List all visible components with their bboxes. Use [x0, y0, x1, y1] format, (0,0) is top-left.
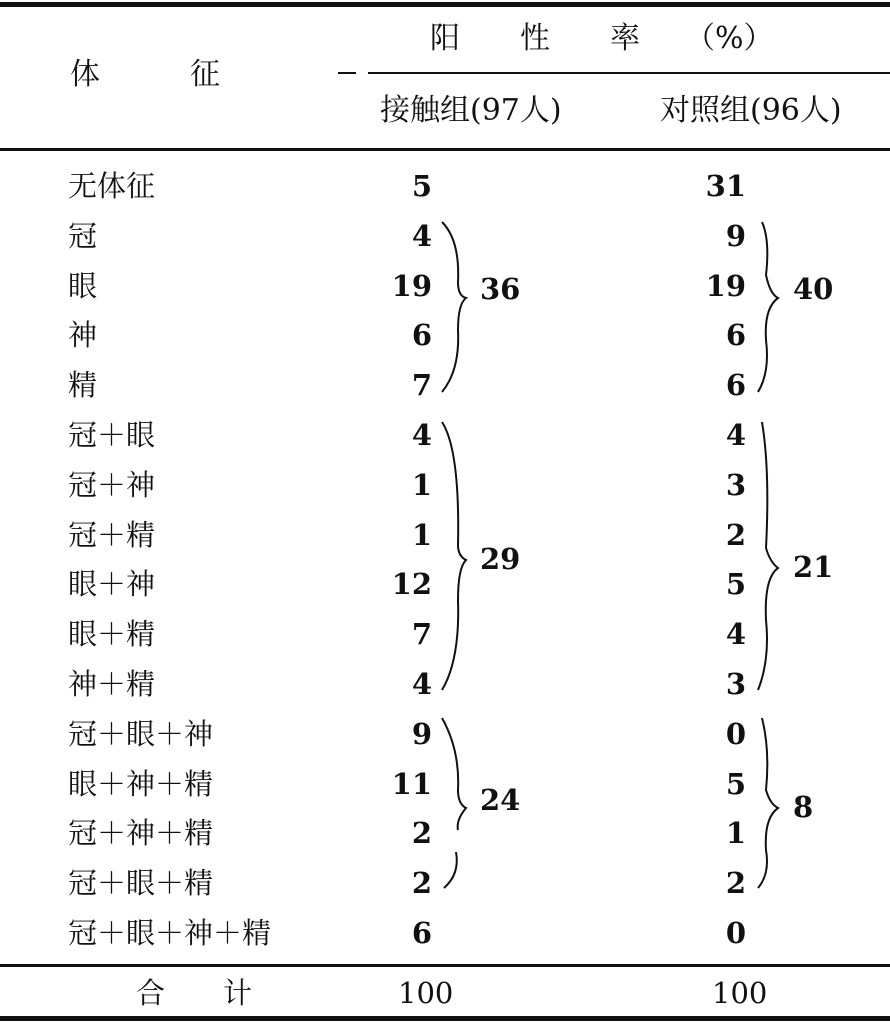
header-contact: 接触组(97人): [380, 93, 562, 128]
header-rate: 阳 性 率 （%）: [430, 21, 774, 56]
row-contact-value: 1: [411, 518, 432, 552]
subtotal-contact-double: 29: [480, 542, 521, 576]
total-label: 合 计: [136, 976, 253, 1010]
row-contact-value: 2: [411, 866, 432, 900]
subtotal-contact-triple: 24: [480, 783, 521, 817]
row-label: 冠＋眼＋神: [68, 717, 214, 751]
row-contact-value: 4: [411, 667, 432, 701]
row-contact-value: 9: [411, 717, 432, 751]
row-control-value: 0: [725, 916, 746, 950]
row-label: 冠＋神＋精: [68, 816, 214, 850]
row-label: 神＋精: [68, 667, 156, 701]
header-sign: 体 征: [70, 57, 220, 92]
row-contact-value: 6: [411, 916, 432, 950]
row-label: 冠＋眼＋神＋精: [68, 916, 272, 950]
brace-contact-single: [442, 222, 466, 392]
row-label: 冠: [68, 219, 98, 253]
row-label: 无体征: [68, 169, 156, 203]
row-contact-value: 1: [411, 468, 432, 502]
brace-contact-double: [442, 422, 466, 690]
row-label: 冠＋神: [68, 468, 156, 502]
subtotal-contact-single: 36: [480, 272, 521, 306]
total-contact: 100: [398, 976, 454, 1010]
subtotal-control-triple: 8: [793, 790, 814, 824]
row-contact-value: 11: [391, 767, 432, 801]
row-control-value: 6: [725, 368, 746, 402]
row-label: 眼＋精: [68, 617, 156, 651]
row-control-value: 19: [705, 269, 746, 303]
subtotal-control-double: 21: [793, 550, 834, 584]
row-control-value: 6: [725, 318, 746, 352]
row-contact-value: 2: [411, 816, 432, 850]
row-label: 冠＋眼＋精: [68, 866, 214, 900]
row-label: 精: [68, 368, 98, 402]
brace-contact-triple-tail: [444, 852, 457, 888]
header-control: 对照组(96人): [660, 93, 842, 128]
row-control-value: 2: [725, 518, 746, 552]
row-contact-value: 6: [411, 318, 432, 352]
row-control-value: 4: [725, 418, 746, 452]
row-control-value: 1: [725, 816, 746, 850]
row-control-value: 9: [725, 219, 746, 253]
brace-control-triple: [758, 718, 778, 888]
row-control-value: 2: [725, 866, 746, 900]
row-contact-value: 4: [411, 418, 432, 452]
total-control: 100: [712, 976, 768, 1010]
row-contact-value: 7: [411, 617, 432, 651]
row-label: 冠＋精: [68, 518, 156, 552]
brace-control-single: [758, 222, 778, 392]
row-label: 眼＋神＋精: [68, 767, 214, 801]
row-contact-value: 5: [411, 169, 432, 203]
row-control-value: 3: [725, 468, 746, 502]
row-contact-value: 12: [391, 567, 432, 601]
row-control-value: 0: [725, 717, 746, 751]
subtotal-control-single: 40: [793, 272, 834, 306]
brace-control-double: [758, 422, 778, 690]
brace-contact-triple: [442, 718, 466, 830]
row-contact-value: 19: [391, 269, 432, 303]
row-contact-value: 7: [411, 368, 432, 402]
row-label: 眼＋神: [68, 567, 156, 601]
row-control-value: 5: [725, 567, 746, 601]
row-control-value: 4: [725, 617, 746, 651]
row-label: 冠＋眼: [68, 418, 156, 452]
row-control-value: 31: [705, 169, 746, 203]
row-control-value: 3: [725, 667, 746, 701]
row-control-value: 5: [725, 767, 746, 801]
row-contact-value: 4: [411, 219, 432, 253]
row-label: 眼: [68, 269, 98, 303]
row-label: 神: [68, 318, 98, 352]
